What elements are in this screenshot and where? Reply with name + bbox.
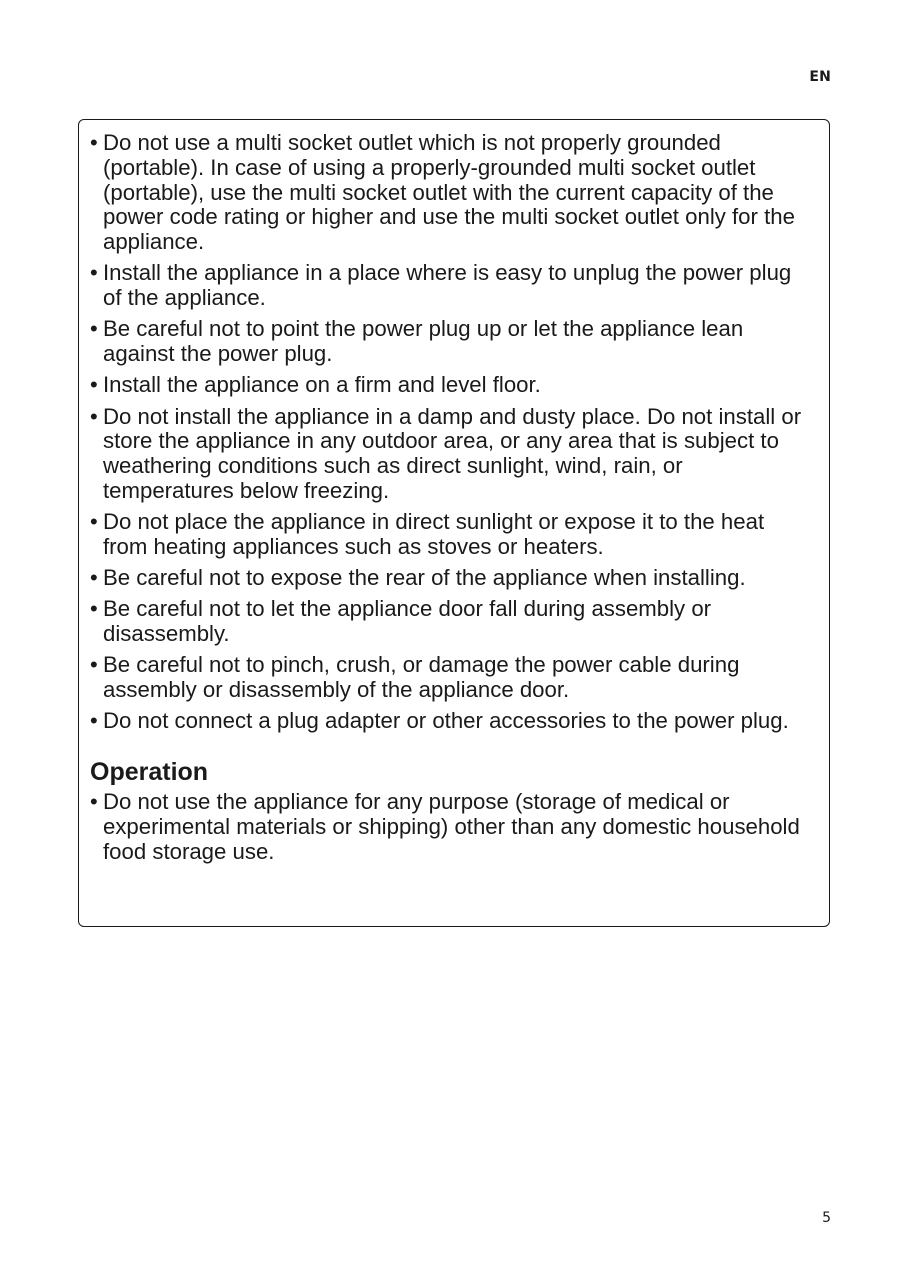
list-item-text: Install the appliance on a firm and level floor.	[103, 372, 541, 398]
list-item	[90, 317, 813, 367]
bullet-icon: •	[90, 403, 98, 429]
installation-list	[90, 131, 813, 734]
list-item-text: Be careful not to expose the rear of the appliance when installing.	[103, 565, 746, 591]
operation-heading: Operation	[90, 758, 209, 787]
bullet-icon: •	[90, 372, 98, 398]
bullet-icon: •	[90, 596, 98, 622]
bullet-icon: •	[90, 509, 98, 535]
list-item	[90, 405, 813, 504]
language-label: EN	[809, 69, 831, 85]
page-number: 5	[822, 1210, 831, 1226]
list-item-text: Be careful not to pinch, crush, or damage the power cable during assembly or disassembly of the appliance door.	[103, 652, 740, 703]
list-item-text: Be careful not to let the appliance door fall during assembly or disassembly.	[103, 596, 712, 647]
list-item	[90, 131, 813, 255]
list-item-text: Install the appliance in a place where is easy to unplug the power plug of the appliance.	[103, 260, 792, 311]
list-item-text: Do not install the appliance in a damp and dusty place. Do not install or store the appliance in any outdoor area, or any area that is subject to weathering conditions such as direct sunlight, wind, rain, or temperatures below freezing.	[103, 403, 802, 503]
bullet-icon: •	[90, 565, 98, 591]
bullet-icon: •	[90, 130, 98, 155]
bullet-icon: •	[90, 316, 98, 342]
list-item	[90, 709, 813, 734]
bullet-icon: •	[90, 708, 98, 734]
bullet-icon: •	[90, 789, 98, 815]
bullet-icon: •	[90, 652, 98, 678]
bullet-icon: •	[90, 260, 98, 286]
list-item-text: Be careful not to point the power plug up or let the appliance lean against the power plug.	[103, 316, 744, 367]
list-item	[90, 261, 813, 311]
operation-list	[90, 790, 813, 864]
list-item	[90, 566, 813, 591]
list-item	[90, 510, 813, 560]
list-item	[90, 653, 813, 703]
list-item-text: Do not place the appliance in direct sunlight or expose it to the heat from heating appliances such as stoves or heaters.	[103, 509, 765, 559]
safety-instructions-box	[78, 119, 830, 927]
list-item-text: Do not connect a plug adapter or other accessories to the power plug.	[103, 708, 789, 734]
list-item	[90, 597, 813, 647]
list-item	[90, 373, 813, 398]
list-item-text: Do not use a multi socket outlet which is not properly grounded (portable). In case of using a properly-grounded multi socket outlet (portable), use the multi socket outlet with the current capacity of the power code rating or higher and use the multi socket outlet only for the appliance.	[103, 130, 795, 255]
list-item-text: Do not use the appliance for any purpose (storage of medical or experimental materials or shipping) other than any domestic household food storage use.	[103, 789, 800, 864]
list-item	[90, 790, 813, 864]
